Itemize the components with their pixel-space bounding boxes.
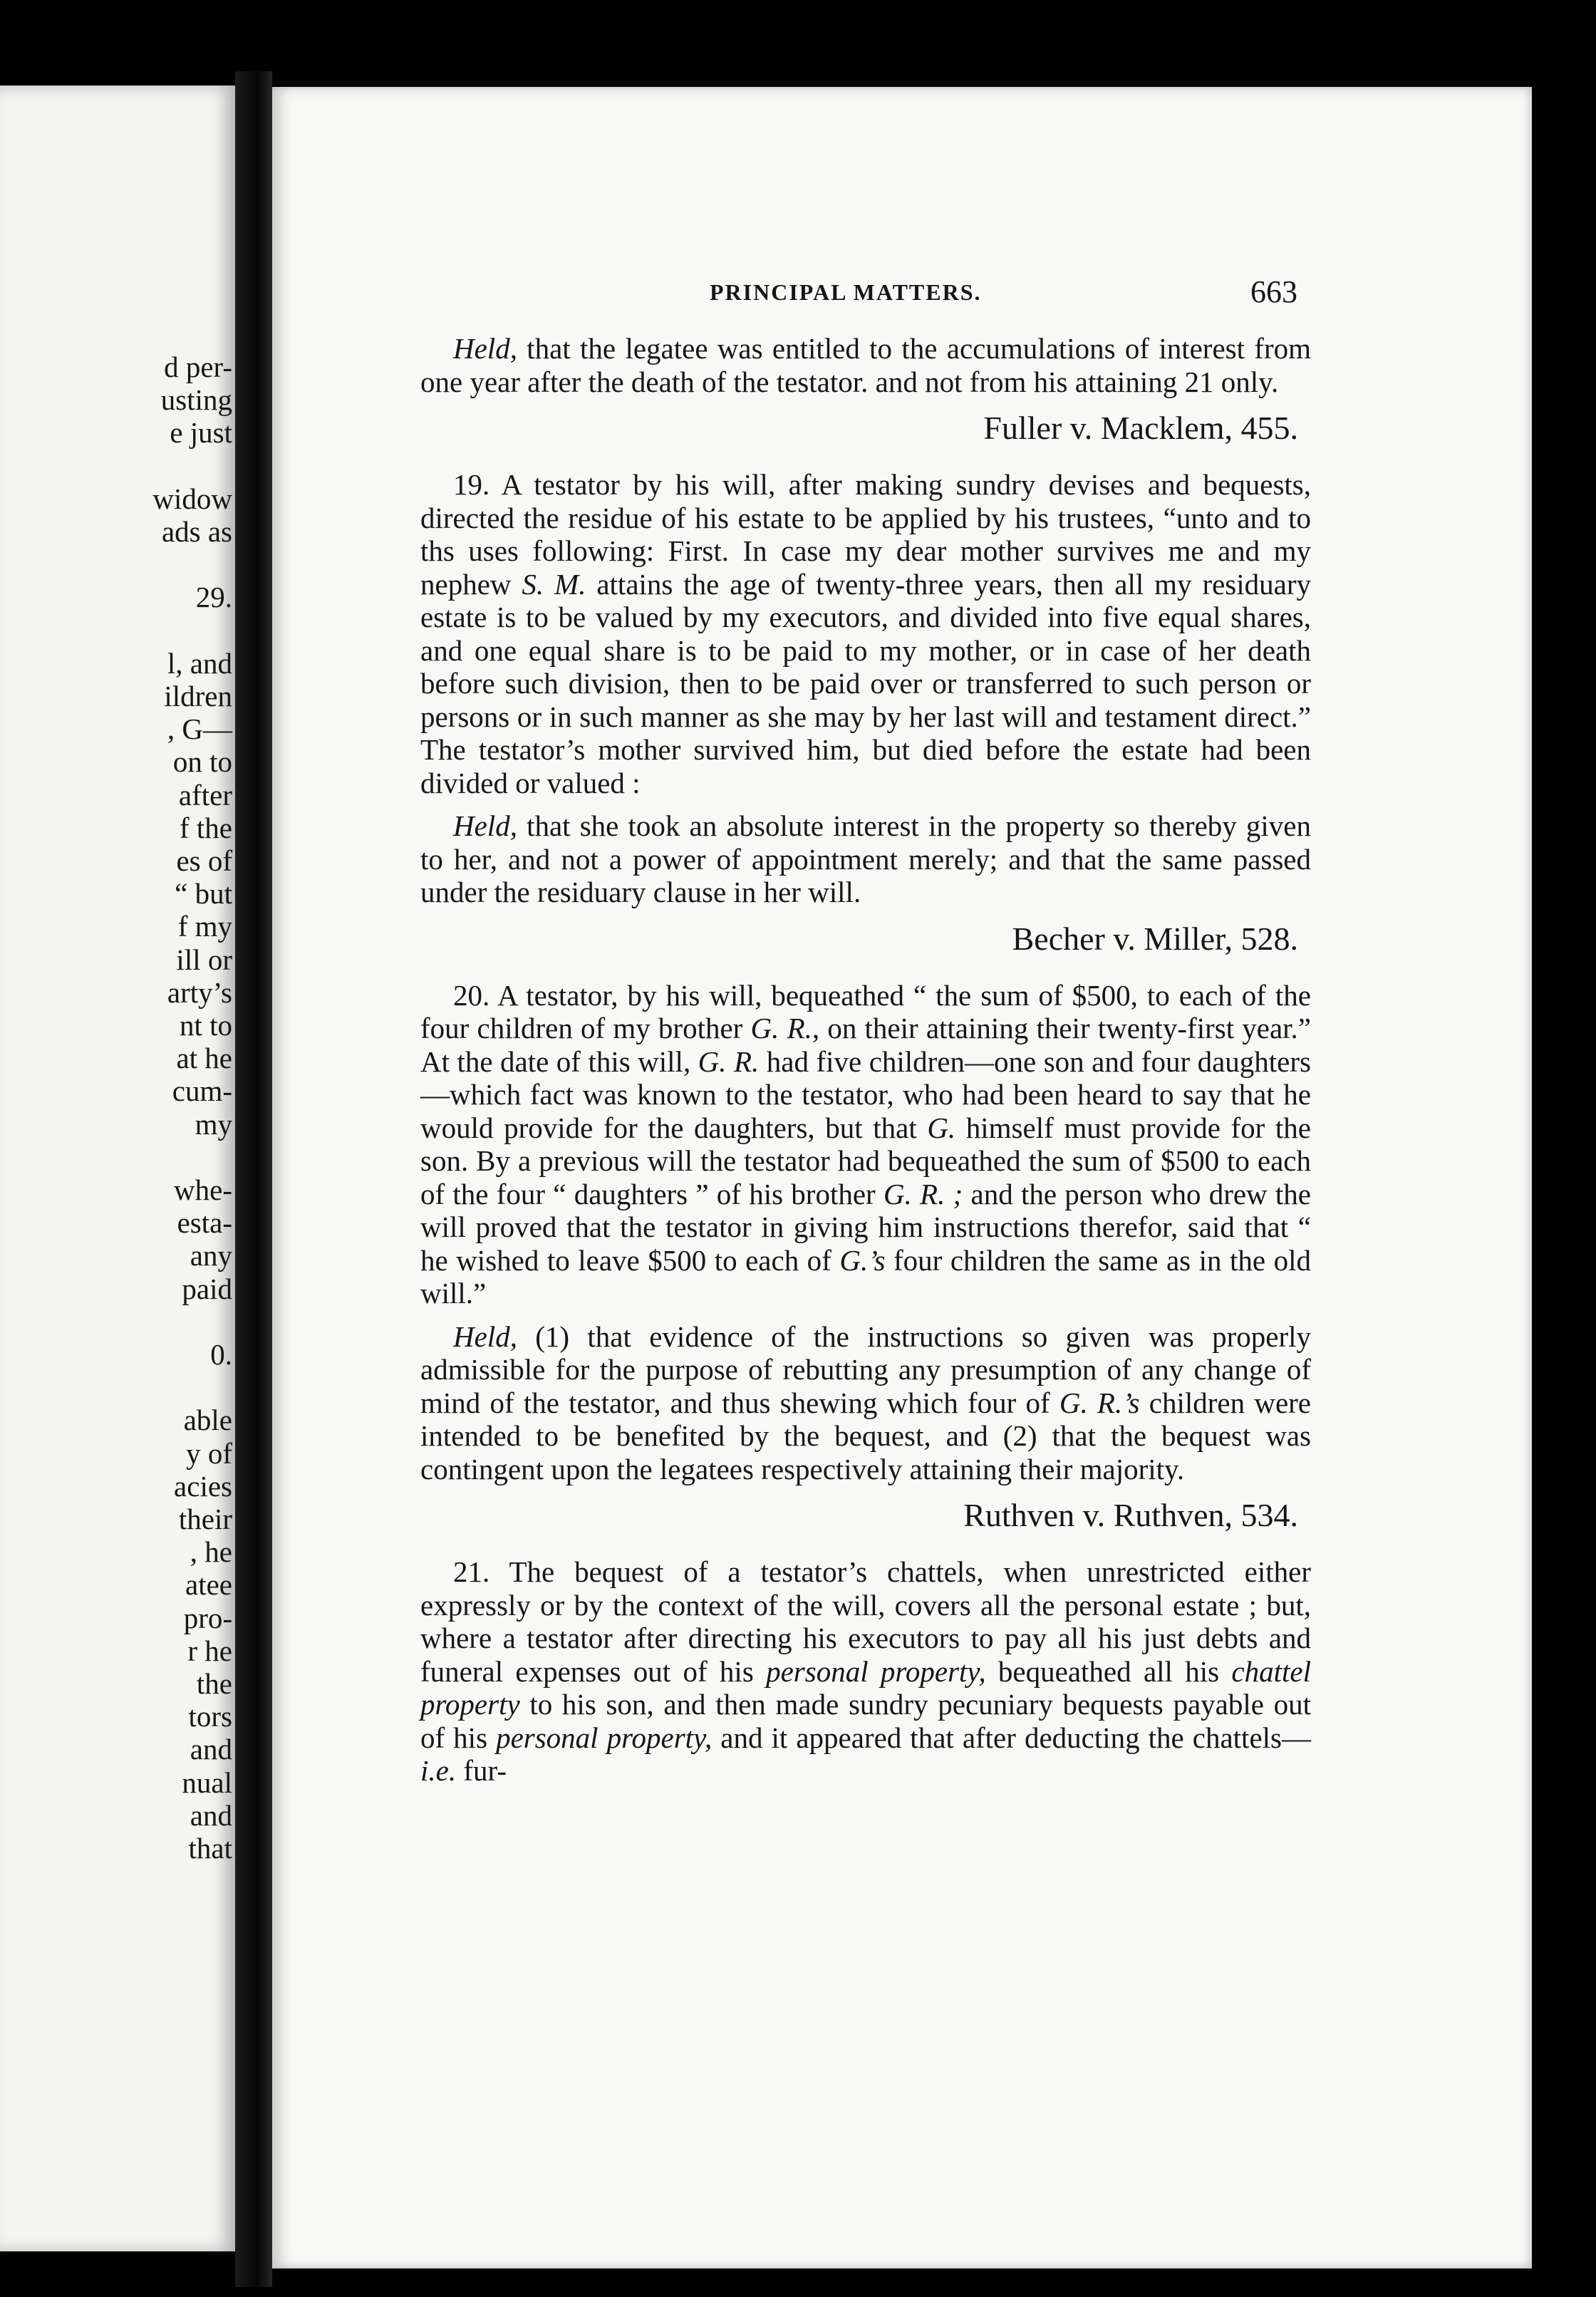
- facing-page-line: ill or: [176, 943, 232, 976]
- facing-page-line: f the: [180, 811, 232, 844]
- facing-page-line: r he: [187, 1634, 232, 1667]
- facing-page-line: l, and: [167, 646, 232, 680]
- entry-text: and the person who drew the will proved that the testator in giving him instructions therefor, said that “ he wished to leave $500 to each of: [420, 1177, 1311, 1277]
- facing-page-line: whe-: [174, 1173, 232, 1206]
- book-gutter: [235, 71, 272, 2287]
- facing-page: [0, 85, 235, 2251]
- facing-page-line: nual: [182, 1765, 232, 1799]
- facing-page-line: , G—: [167, 712, 232, 746]
- italic-term: chattel property: [420, 1654, 1311, 1721]
- italic-name: G. R. ;: [883, 1177, 963, 1210]
- facing-page-line: at he: [176, 1042, 232, 1075]
- facing-page-line: acies: [174, 1469, 232, 1503]
- facing-page-line: the: [196, 1667, 232, 1700]
- held-text: (1) that evidence of the instructions so given was properly admissible for the purpose of rebutting any presumption of any change of mind of the testator, and thus shewing which four of: [420, 1319, 1311, 1419]
- entry-text: and it appeared that after deducting the chattels—: [712, 1721, 1311, 1754]
- facing-page-line: e just: [170, 416, 232, 450]
- facing-page-line: widow: [152, 482, 232, 515]
- facing-page-line: tors: [188, 1700, 232, 1733]
- facing-page-line: that: [188, 1832, 232, 1865]
- facing-page-line: after: [178, 778, 232, 812]
- italic-name: G. R.: [750, 1012, 812, 1044]
- entry-text: , on their attaining their twenty-first year.” At the date of this will,: [420, 1012, 1312, 1078]
- facing-page-line: nt to: [179, 1009, 232, 1042]
- case-citation: Becher v. Miller, 528.: [1012, 920, 1298, 957]
- entry-text: to his son, and then made sundry pecuniary bequests payable out of his: [420, 1688, 1311, 1754]
- page-number: 663: [1250, 274, 1297, 309]
- facing-page-line: cum-: [172, 1074, 232, 1108]
- held-label: Held,: [453, 332, 517, 365]
- facing-page-line: pro-: [183, 1601, 232, 1634]
- held-text: that the legatee was entitled to the accumulations of interest from one year after the death of the testator. and not from his attaining 21 only.: [420, 332, 1311, 398]
- held-paragraph: [420, 332, 1311, 398]
- facing-page-line: ildren: [164, 680, 232, 712]
- facing-page-line: 0.: [210, 1338, 232, 1371]
- entry-text: 20. A testator, by his will, bequeathed “ the sum of $500, to each of the four children of my brother: [420, 978, 1311, 1044]
- facing-page-line: and: [190, 1798, 232, 1832]
- facing-page-line: my: [195, 1107, 232, 1141]
- facing-page-line: and: [190, 1733, 232, 1766]
- held-paragraph: [420, 809, 1311, 909]
- italic-name: G.’s: [839, 1243, 886, 1277]
- facing-page-line: esta-: [177, 1206, 232, 1240]
- entry-text: fur-: [456, 1754, 507, 1787]
- facing-page-line: usting: [160, 383, 232, 417]
- entry-text: attains the age of twenty-three years, then all my residuary estate is to be valued by my executors, and divided into five equal shares, and one equal share is to be paid to my mother, or in case of her death before such division, then to be paid over or transferred to such person or persons or in such manner as she may by her last will and testament direct.” The testator’s mother survived him, but died before the estate had been divided or valued :: [420, 567, 1311, 799]
- facing-page-line: f my: [177, 910, 232, 943]
- facing-page-line: d per-: [164, 351, 232, 383]
- facing-page-line: y of: [186, 1436, 232, 1470]
- italic-name: G.: [927, 1111, 956, 1144]
- facing-page-line: ads as: [161, 515, 232, 548]
- entry-21: [420, 1555, 1311, 1788]
- facing-page-line: , he: [190, 1535, 232, 1569]
- italic-name: G. R.: [698, 1044, 760, 1078]
- italic-term: i.e.: [420, 1754, 457, 1787]
- entry-text: four children the same as in the old will.”: [420, 1243, 1311, 1310]
- facing-page-line: any: [190, 1239, 232, 1272]
- facing-page-line: their: [178, 1503, 232, 1535]
- case-citation: Ruthven v. Ruthven, 534.: [963, 1497, 1298, 1533]
- text-column: [420, 268, 1311, 1788]
- facing-page-line: “ but: [175, 877, 232, 911]
- facing-page-line: atee: [185, 1568, 232, 1602]
- held-label: Held,: [453, 1319, 517, 1353]
- facing-page-line: arty’s: [167, 975, 232, 1009]
- held-text: that she took an absolute interest in the property so thereby given to her, and not a power of appointment merely; and that the same passed under the residuary clause in her will.: [420, 809, 1311, 908]
- facing-page-line: able: [183, 1404, 232, 1437]
- entry-20: [420, 979, 1311, 1310]
- running-head: PRINCIPAL MATTERS.: [710, 279, 982, 305]
- entry-text: bequeathed all his: [985, 1654, 1232, 1688]
- held-label: Held,: [453, 809, 517, 842]
- facing-page-line: 29.: [195, 581, 232, 614]
- facing-page-line: es of: [176, 844, 232, 877]
- entry-text: 21. The bequest of a testator’s chattels, when unrestricted either expressly or by the context of the will, covers all the personal estate ; but, where a testator after directing his executors to pay all his just debts and funeral expenses out of his: [420, 1555, 1311, 1688]
- facing-page-line: on to: [172, 745, 232, 779]
- italic-term: personal property,: [496, 1721, 712, 1754]
- entry-text: had five children—one son and four daughters—which fact was known to the testator, who had been heard to say that he would provide for the daughters, but that: [420, 1044, 1311, 1144]
- facing-page-line: paid: [182, 1272, 232, 1305]
- italic-term: personal property,: [766, 1654, 986, 1688]
- entry-text: 19. A testator by his will, after making sundry devises and bequests, directed the residue of his estate to be applied by his trustees, “unto and to ths uses following: First. In case my dear mother survives me and my nephew: [420, 468, 1311, 601]
- held-paragraph: [420, 1320, 1311, 1486]
- case-citation: Fuller v. Macklem, 455.: [983, 410, 1298, 446]
- entry-text: himself must provide for the son. By a previous will the testator had bequeathed the sum of $500 to each of the four “ daughters ” of his brother: [420, 1111, 1311, 1210]
- held-text: children were intended to be benefited by the bequest, and (2) that the bequest was contingent upon the legatees respectively attaining their majority.: [420, 1386, 1311, 1485]
- italic-name: S. M.: [522, 567, 586, 601]
- entry-19: [420, 468, 1311, 799]
- italic-name: G. R.’s: [1059, 1386, 1140, 1419]
